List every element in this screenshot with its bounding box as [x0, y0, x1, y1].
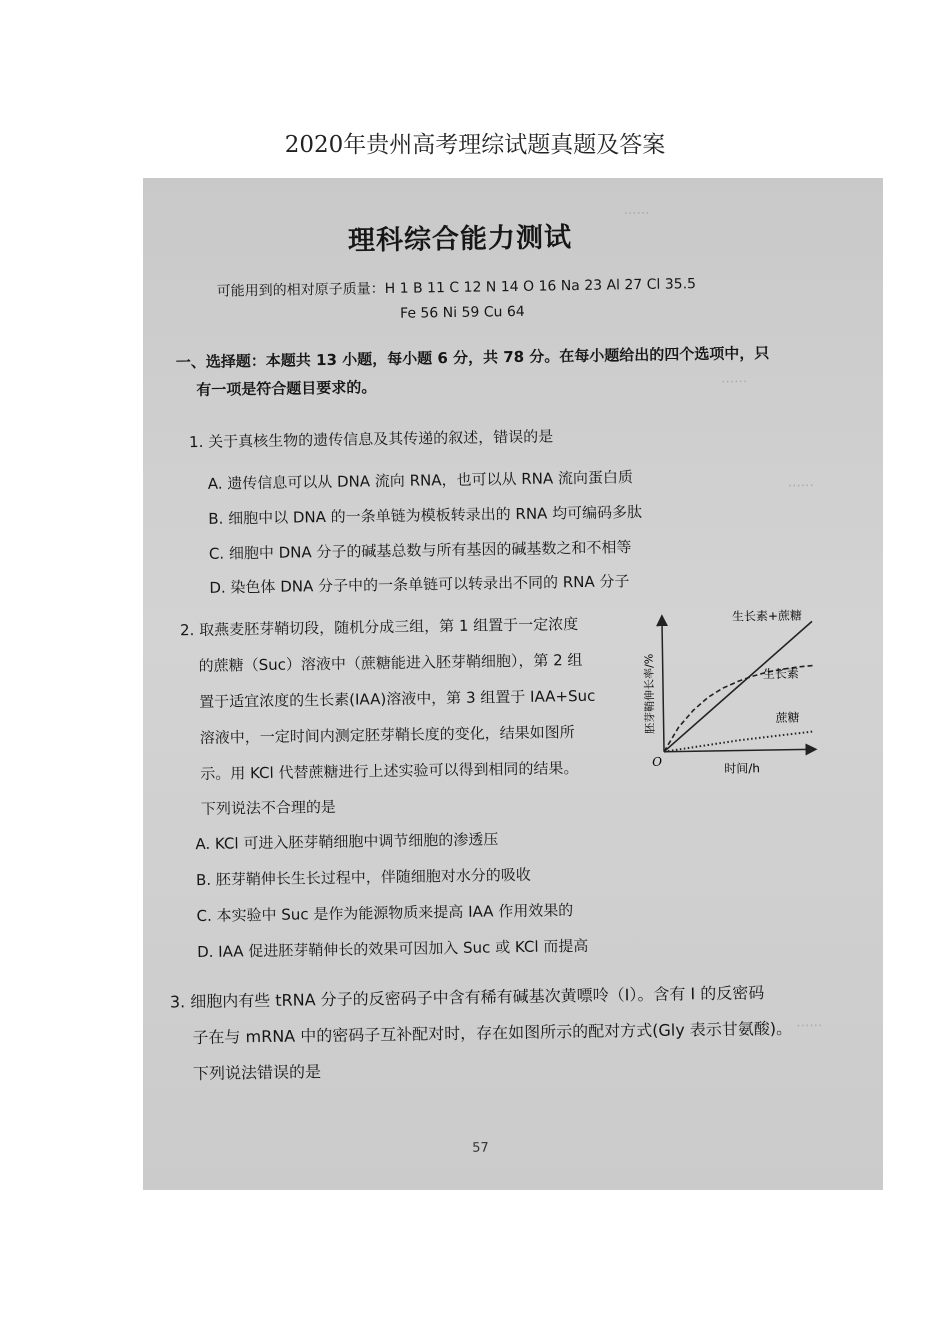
atomic-mass-line-1: 可能用到的相对原子质量：H 1 B 11 C 12 N 14 O 16 Na 23 Al 27 Cl 35.5: [216, 276, 697, 300]
q2-option-a: A. KCl 可进入胚芽鞘细胞中调节细胞的渗透压: [195, 830, 499, 854]
q2-stem-line-5: 示。用 KCl 代替蔗糖进行上述实验可以得到相同的结果。: [200, 759, 579, 783]
q1-stem: 1. 关于真核生物的遗传信息及其传递的叙述，错误的是: [188, 427, 554, 452]
q2-stem-line-4: 溶液中，一定时间内测定胚芽鞘长度的变化，结果如图所: [199, 723, 575, 747]
q2-stem-line-1: 2. 取燕麦胚芽鞘切段，随机分成三组，第 1 组置于一定浓度: [179, 615, 579, 640]
q3-stem-line-2: 子在与 mRNA 中的密码子互补配对时，存在如图所示的配对方式(Gly 表示甘氨酸)。: [192, 1018, 793, 1048]
bleed-through-mark: ⋯⋯: [787, 478, 814, 494]
elongation-rate-chart: [632, 599, 865, 779]
q2-option-c: C. 本实验中 Suc 是作为能源物质来提高 IAA 作用效果的: [196, 901, 574, 926]
q3-stem-line-1: 3. 细胞内有些 tRNA 分子的反密码子中含有稀有碱基次黄嘌呤（I）。含有 I 的反密码: [169, 983, 765, 1012]
q2-stem-line-2: 的蔗糖（Suc）溶液中（蔗糖能进入胚芽鞘细胞），第 2 组: [198, 650, 583, 675]
exam-heading: 理科综合能力测试: [347, 222, 573, 257]
x-axis-label: 时间/h: [724, 761, 761, 776]
x-axis: [664, 749, 816, 751]
q2-stem-line-3: 置于适宜浓度的生长素(IAA)溶液中，第 3 组置于 IAA+Suc: [199, 686, 596, 711]
exam-page-photo: [143, 178, 883, 1190]
document-title: 2020年贵州高考理综试题真题及答案: [284, 132, 666, 158]
origin-label: O: [652, 754, 663, 769]
q1-option-d: D. 染色体 DNA 分子中的一条单链可以转录出不同的 RNA 分子: [209, 572, 630, 597]
series-label-suc: 蔗糖: [775, 710, 800, 725]
q1-option-c: C. 细胞中 DNA 分子的碱基总数与所有基因的碱基数之和不相等: [208, 538, 632, 563]
q1-option-a: A. 遗传信息可以从 DNA 流向 RNA，也可以从 RNA 流向蛋白质: [207, 468, 634, 493]
bleed-through-mark: ⋯⋯: [623, 205, 650, 222]
q1-option-b: B. 细胞中以 DNA 的一条单链为模板转录出的 RNA 均可编码多肽: [208, 503, 643, 528]
exam-sheet: [143, 178, 883, 1190]
page-number: 57: [472, 1140, 489, 1156]
q3-stem-line-3: 下列说法错误的是: [192, 1062, 322, 1084]
section-one-instruction-line-1: 一、选择题：本题共 13 小题，每小题 6 分，共 78 分。在每小题给出的四个选项中，只: [175, 343, 770, 372]
series-label-iaa: 生长素: [762, 666, 799, 682]
q2-stem-line-6: 下列说法不合理的是: [200, 797, 337, 818]
atomic-mass-line-2: Fe 56 Ni 59 Cu 64: [399, 303, 525, 322]
series-layer: [662, 621, 814, 751]
section-one-instruction-line-2: 有一项是符合题目要求的。: [196, 378, 377, 399]
bleed-through-mark: ⋯⋯: [796, 1018, 823, 1034]
series-label-iaa-suc: 生长素+蔗糖: [731, 608, 803, 624]
y-axis-label: 胚芽鞘伸长率/%: [642, 653, 657, 735]
q2-option-b: B. 胚芽鞘伸长生长过程中，伴随细胞对水分的吸收: [195, 865, 531, 890]
series-line-0: [662, 621, 814, 751]
series-line-2: [664, 731, 814, 751]
q2-option-d: D. IAA 促进胚芽鞘伸长的效果可因加入 Suc 或 KCl 而提高: [196, 936, 589, 962]
y-axis: [662, 616, 664, 752]
bleed-through-mark: ⋯⋯: [721, 374, 748, 390]
